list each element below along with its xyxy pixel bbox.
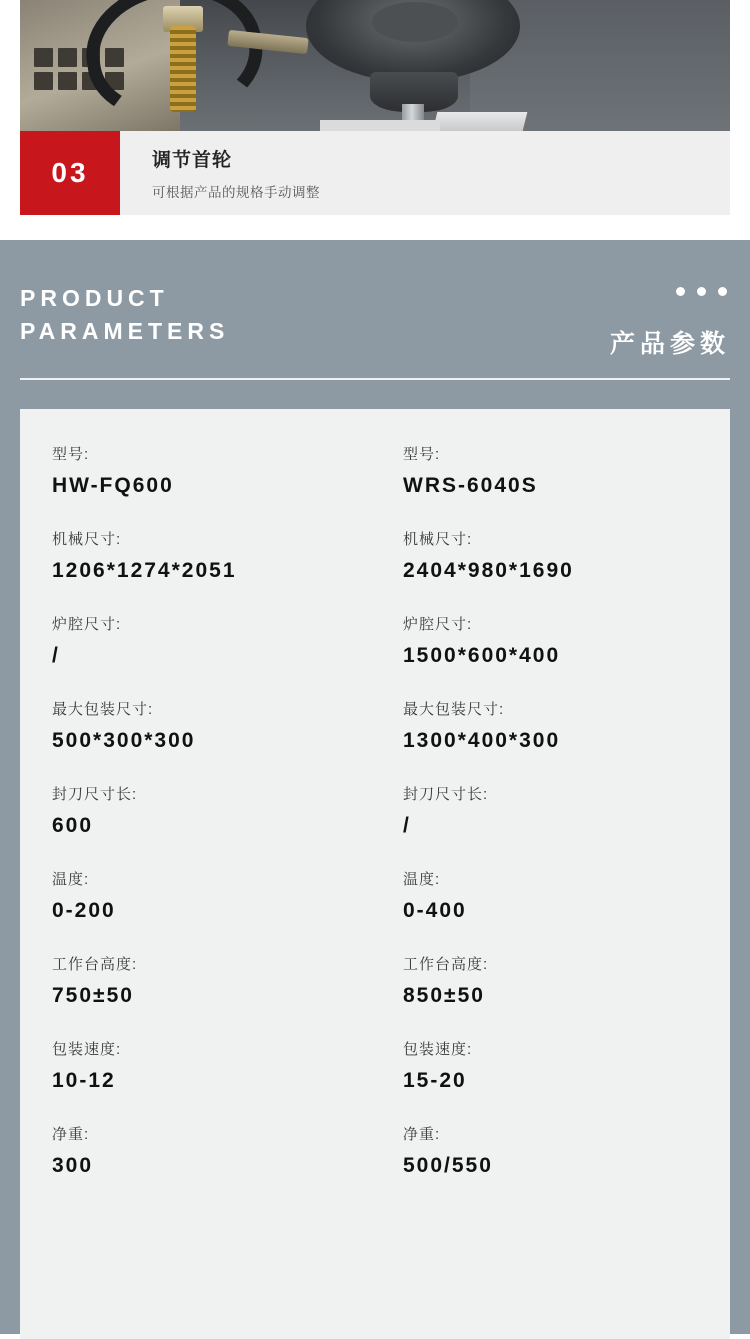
param-item <box>403 868 730 923</box>
param-value: 500*300*300 <box>52 729 196 752</box>
parameters-heading-en-line1: PRODUCT <box>20 285 169 311</box>
param-item <box>52 528 375 583</box>
param-value: 500/550 <box>403 1154 493 1177</box>
param-label: 包装速度: <box>403 1041 473 1058</box>
caption-body <box>120 131 730 215</box>
parameters-card <box>20 409 730 1339</box>
parameters-heading-cn: 产品参数 <box>609 330 730 358</box>
param-label: 最大包装尺寸: <box>403 701 505 718</box>
param-value: 600 <box>52 814 94 837</box>
param-value: 10-12 <box>52 1069 116 1092</box>
parameters-heading-en-line2: PARAMETERS <box>20 318 230 344</box>
param-item <box>403 443 730 498</box>
param-item <box>403 1038 730 1093</box>
param-item <box>403 528 730 583</box>
photo-white-part-1 <box>433 112 528 131</box>
machine-adjust-wheel-photo <box>20 0 730 131</box>
photo-spring <box>170 26 196 112</box>
caption-title: 调节首轮 <box>152 150 233 171</box>
param-label: 机械尺寸: <box>52 531 122 548</box>
param-label: 温度: <box>403 871 441 888</box>
param-label: 型号: <box>403 446 441 463</box>
param-label: 炉腔尺寸: <box>403 616 473 633</box>
param-value: 1206*1274*2051 <box>52 559 237 582</box>
param-value: 850±50 <box>403 984 485 1007</box>
param-value: HW-FQ600 <box>52 474 174 497</box>
param-label: 封刀尺寸长: <box>52 786 138 803</box>
param-label: 工作台高度: <box>403 956 489 973</box>
param-item <box>52 443 375 498</box>
parameters-column-right <box>375 443 730 1319</box>
param-item <box>52 698 375 753</box>
header-divider <box>20 378 730 380</box>
step-number-badge: 03 <box>20 131 120 215</box>
param-label: 工作台高度: <box>52 956 138 973</box>
parameters-header <box>20 282 730 374</box>
param-item <box>52 868 375 923</box>
param-item <box>52 613 375 668</box>
param-item <box>403 613 730 668</box>
param-label: 包装速度: <box>52 1041 122 1058</box>
param-item <box>52 1123 375 1178</box>
param-value: 2404*980*1690 <box>403 559 574 582</box>
param-value: 750±50 <box>52 984 134 1007</box>
product-parameters-section <box>0 240 750 1334</box>
param-label: 机械尺寸: <box>403 531 473 548</box>
param-item <box>403 783 730 838</box>
param-value: 1300*400*300 <box>403 729 561 752</box>
photo-white-part-2 <box>320 120 440 131</box>
param-item <box>52 1038 375 1093</box>
param-item <box>52 783 375 838</box>
param-label: 温度: <box>52 871 90 888</box>
param-value: 15-20 <box>403 1069 467 1092</box>
param-label: 净重: <box>403 1126 441 1143</box>
param-item <box>403 1123 730 1178</box>
param-value: WRS-6040S <box>403 474 538 497</box>
param-value: 0-400 <box>403 899 467 922</box>
param-item <box>403 953 730 1008</box>
param-label: 炉腔尺寸: <box>52 616 122 633</box>
param-value: / <box>52 644 60 667</box>
param-label: 型号: <box>52 446 90 463</box>
param-label: 封刀尺寸长: <box>403 786 489 803</box>
param-label: 净重: <box>52 1126 90 1143</box>
param-item <box>403 698 730 753</box>
param-value: 1500*600*400 <box>403 644 561 667</box>
param-value: / <box>403 814 411 837</box>
hero-caption <box>20 131 730 215</box>
parameters-column-left <box>20 443 375 1319</box>
photo-wheel-hole <box>372 2 458 42</box>
param-item <box>52 953 375 1008</box>
hero-section <box>0 0 750 240</box>
param-value: 0-200 <box>52 899 116 922</box>
caption-subtitle: 可根据产品的规格手动调整 <box>152 185 320 200</box>
param-value: 300 <box>52 1154 94 1177</box>
param-label: 最大包装尺寸: <box>52 701 154 718</box>
decorative-dots-icon <box>676 287 727 296</box>
